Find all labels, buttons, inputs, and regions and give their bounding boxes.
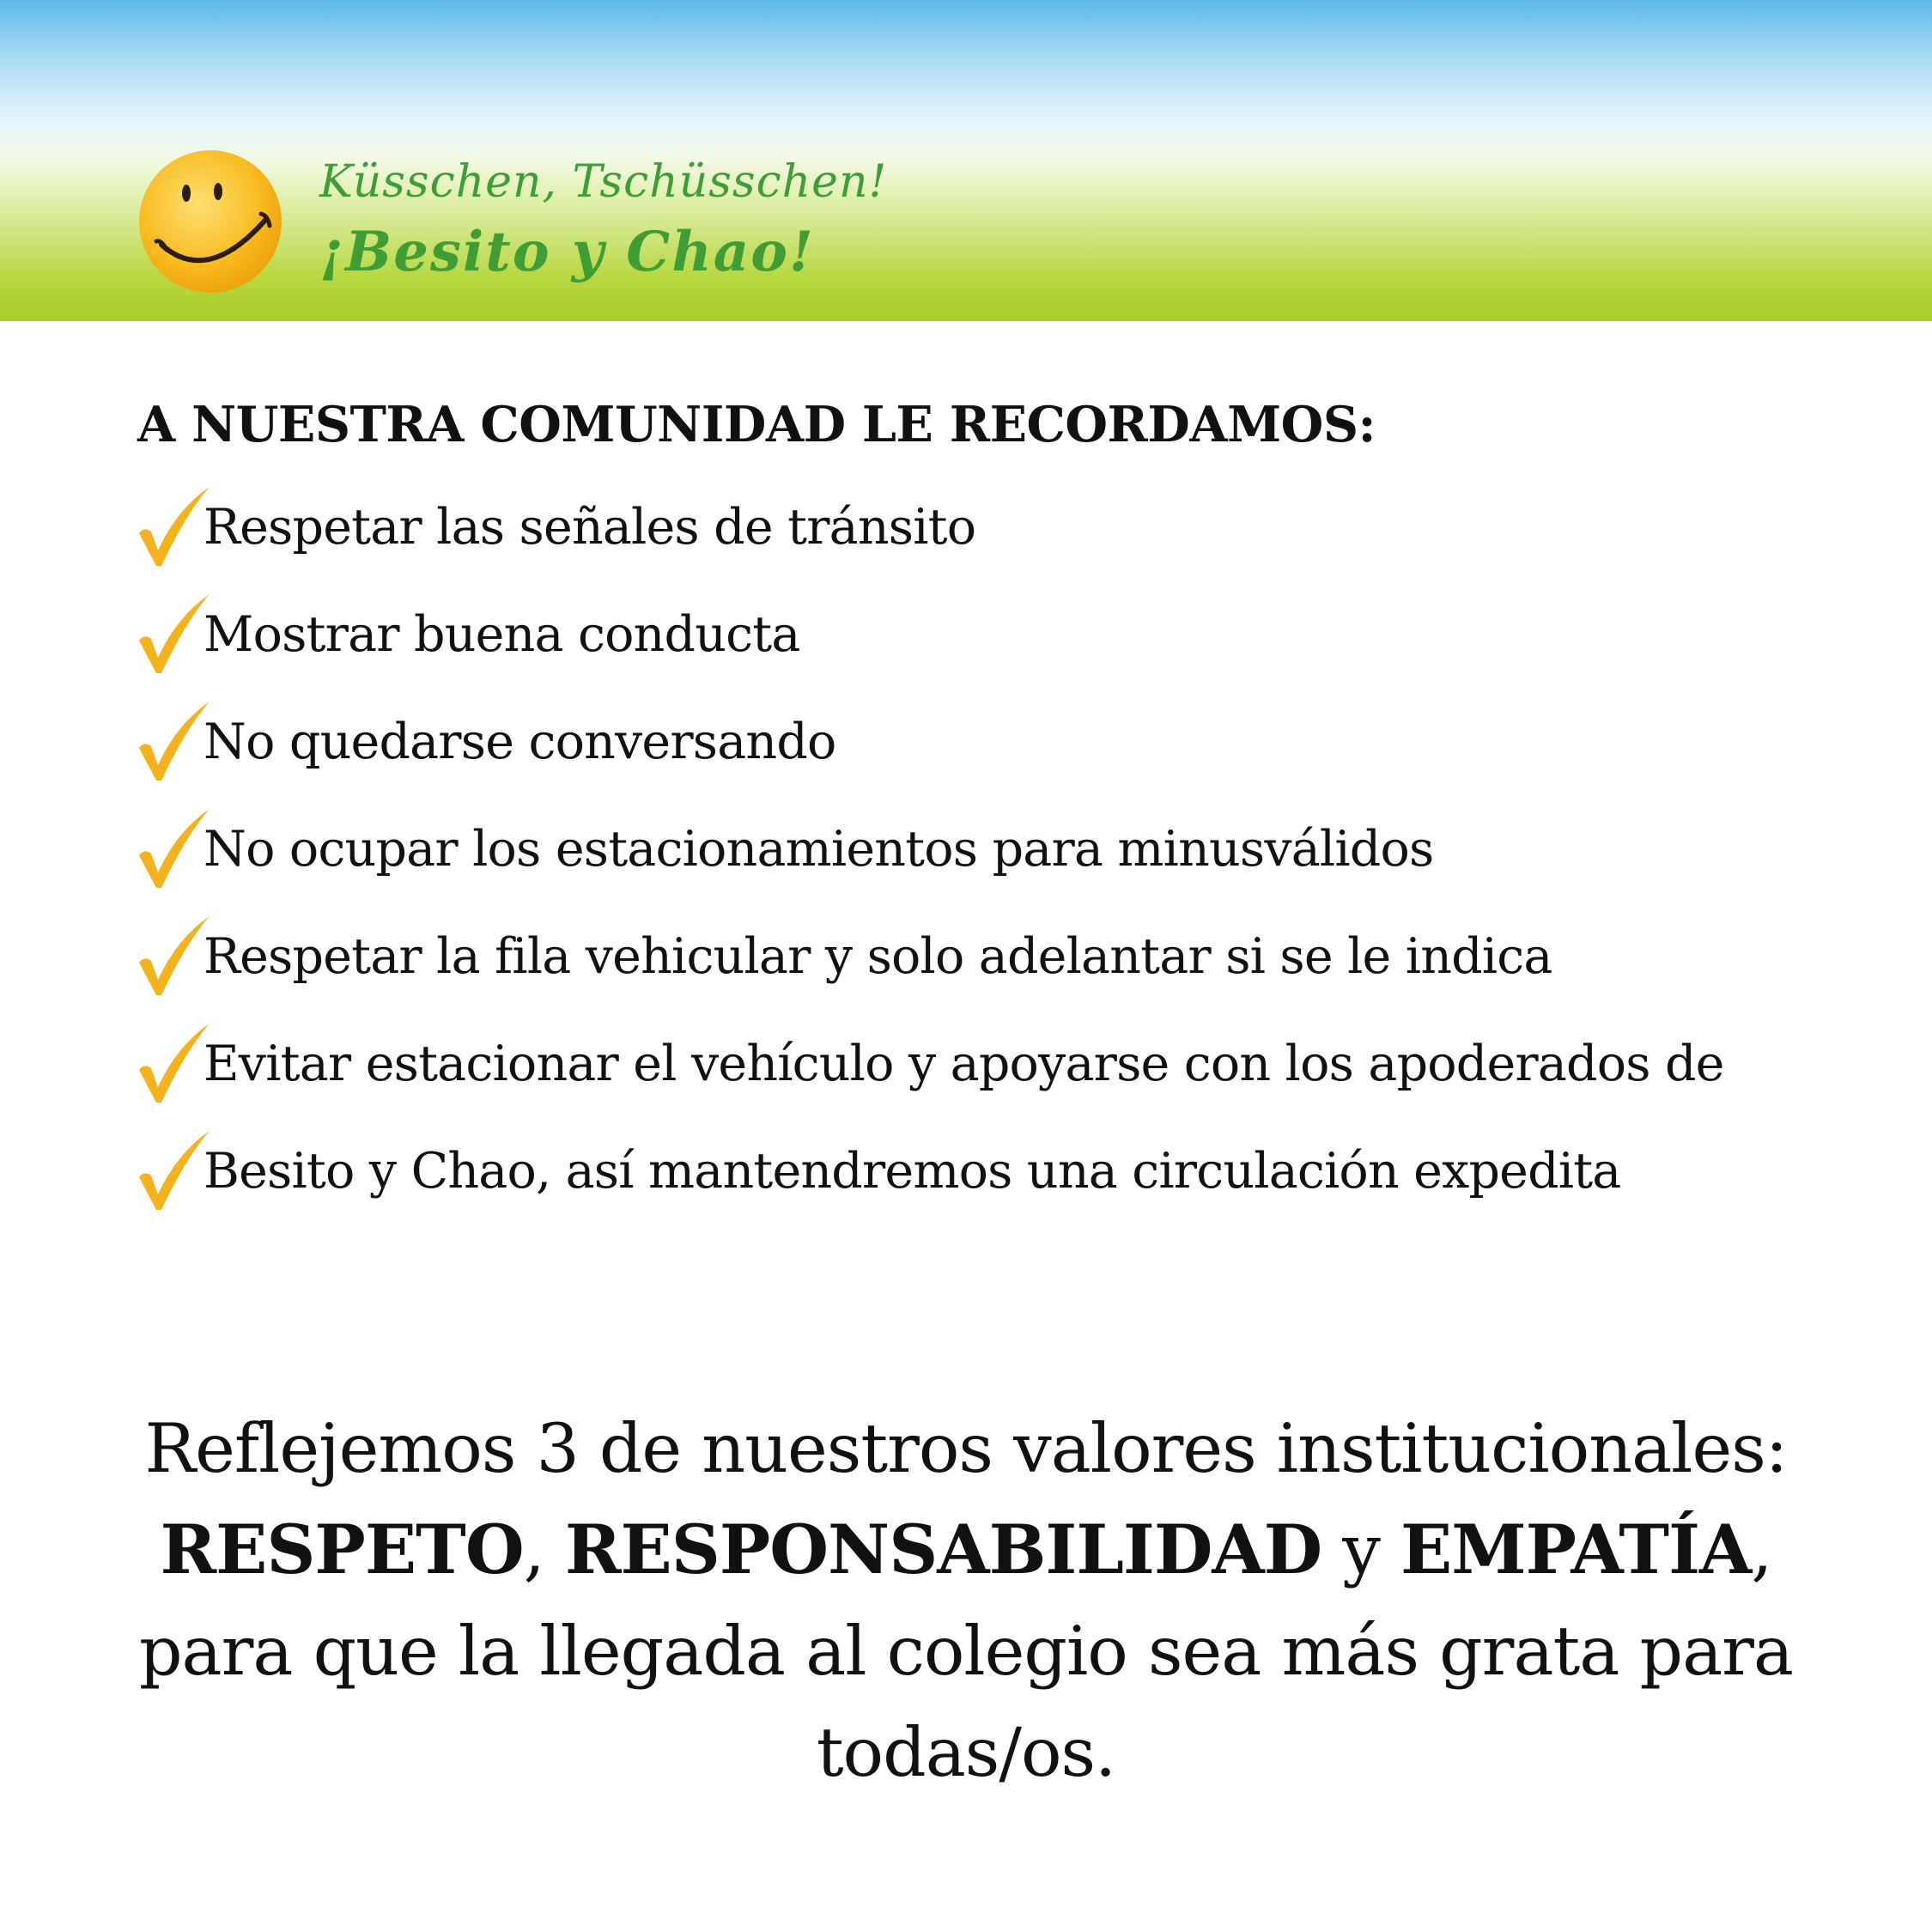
page-heading: A NUESTRA COMUNIDAD LE RECORDAMOS: bbox=[137, 396, 1376, 453]
list-item-text: No ocupar los estacionamientos para minusválidos bbox=[204, 821, 1434, 878]
slogan-spanish: ¡Besito y Chao! bbox=[319, 220, 815, 284]
check-icon bbox=[137, 1020, 210, 1106]
closing-text-part1: Reflejemos 3 de nuestros valores institucionales: bbox=[144, 1409, 1788, 1488]
check-icon bbox=[137, 1127, 210, 1213]
list-item-text: Evitar estacionar el vehículo y apoyarse con los apoderados de bbox=[204, 1036, 1724, 1092]
check-icon bbox=[137, 805, 210, 891]
list-item-text: Respetar las señales de tránsito bbox=[204, 499, 976, 556]
check-icon bbox=[137, 591, 210, 677]
closing-text-part2: , para que la llegada al colegio sea más grata para todas/os. bbox=[138, 1510, 1794, 1792]
closing-separator-2: y bbox=[1321, 1510, 1400, 1589]
slogan-german: Küsschen, Tschüsschen! bbox=[319, 156, 888, 208]
list-item-text: Besito y Chao, así mantendremos una circulación expedita bbox=[204, 1143, 1621, 1200]
check-icon bbox=[137, 698, 210, 784]
check-icon bbox=[137, 913, 210, 999]
closing-message bbox=[86, 1398, 1846, 1803]
value-respeto: RESPETO bbox=[160, 1510, 524, 1589]
smiley-face-icon bbox=[137, 149, 283, 295]
value-empatia: EMPATÍA bbox=[1400, 1510, 1752, 1589]
check-icon bbox=[137, 483, 210, 569]
closing-separator-1: , bbox=[523, 1510, 565, 1589]
list-item-text: Respetar la fila vehicular y solo adelantar si se le indica bbox=[204, 928, 1552, 985]
list-item-text: No quedarse conversando bbox=[204, 714, 836, 770]
header-banner bbox=[0, 0, 1932, 321]
value-responsabilidad: RESPONSABILIDAD bbox=[564, 1510, 1322, 1589]
list-item-text: Mostrar buena conducta bbox=[204, 606, 800, 663]
